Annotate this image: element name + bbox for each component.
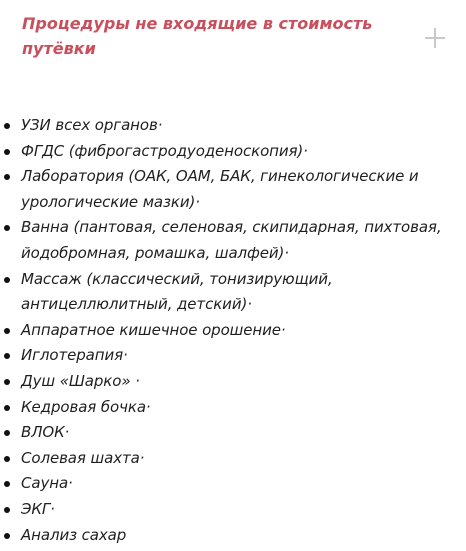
bullet-icon xyxy=(4,123,10,129)
list-item-text: Кедровая бочка· xyxy=(21,397,151,416)
list-item-text: Иглотерапия· xyxy=(21,346,128,365)
list-item xyxy=(0,164,466,215)
list-item-text: Анализ сахар xyxy=(21,525,127,544)
procedures-list xyxy=(0,113,466,548)
bullet-icon xyxy=(4,328,10,334)
accordion-header[interactable] xyxy=(0,0,466,80)
bullet-icon xyxy=(4,149,10,155)
list-item-text: Ванна (пантовая, селеновая, скипидарная, пихтовая, йодобромная, ромашка, шалфей)· xyxy=(21,218,442,262)
section-title: Процедуры не входящие в стоимость путёвки xyxy=(22,14,373,58)
list-item-text: Сауна· xyxy=(21,474,73,493)
list-item xyxy=(0,523,466,549)
bullet-icon xyxy=(4,225,10,231)
list-item xyxy=(0,497,466,523)
bullet-icon xyxy=(4,456,10,462)
bullet-icon xyxy=(4,379,10,385)
bullet-icon xyxy=(4,353,10,359)
list-item xyxy=(0,420,466,446)
list-item xyxy=(0,395,466,421)
bullet-icon xyxy=(4,507,10,513)
list-item-text: ЭКГ· xyxy=(21,499,55,518)
list-item-text: Массаж (классический, тонизирующий, антицеллюлитный, детский)· xyxy=(21,269,333,314)
list-item xyxy=(0,139,466,165)
list-item xyxy=(0,113,466,139)
list-item xyxy=(0,318,466,344)
list-item xyxy=(0,215,466,266)
bullet-icon xyxy=(4,277,10,283)
list-item-text: ВЛОК· xyxy=(21,423,70,442)
list-item-text: ФГДС (фиброгастродуоденоскопия)· xyxy=(21,141,308,160)
list-item-text: УЗИ всех органов· xyxy=(21,116,163,134)
list-item xyxy=(0,471,466,497)
list-item-text: Солевая шахта· xyxy=(21,448,145,467)
plus-icon[interactable] xyxy=(425,28,445,48)
list-item-text: Душ «Шарко» · xyxy=(21,371,140,390)
bullet-icon xyxy=(4,174,10,180)
list-item-text: Лаборатория (ОАК, ОАМ, БАК, гинекологические и урологические мазки)· xyxy=(21,167,419,211)
list-item xyxy=(0,267,466,318)
list-item xyxy=(0,369,466,395)
list-item xyxy=(0,343,466,369)
bullet-icon xyxy=(4,430,10,436)
bullet-icon xyxy=(4,481,10,487)
bullet-icon xyxy=(4,405,10,411)
list-item xyxy=(0,446,466,472)
list-item-text: Аппаратное кишечное орошение· xyxy=(21,320,286,339)
bullet-icon xyxy=(4,533,10,539)
